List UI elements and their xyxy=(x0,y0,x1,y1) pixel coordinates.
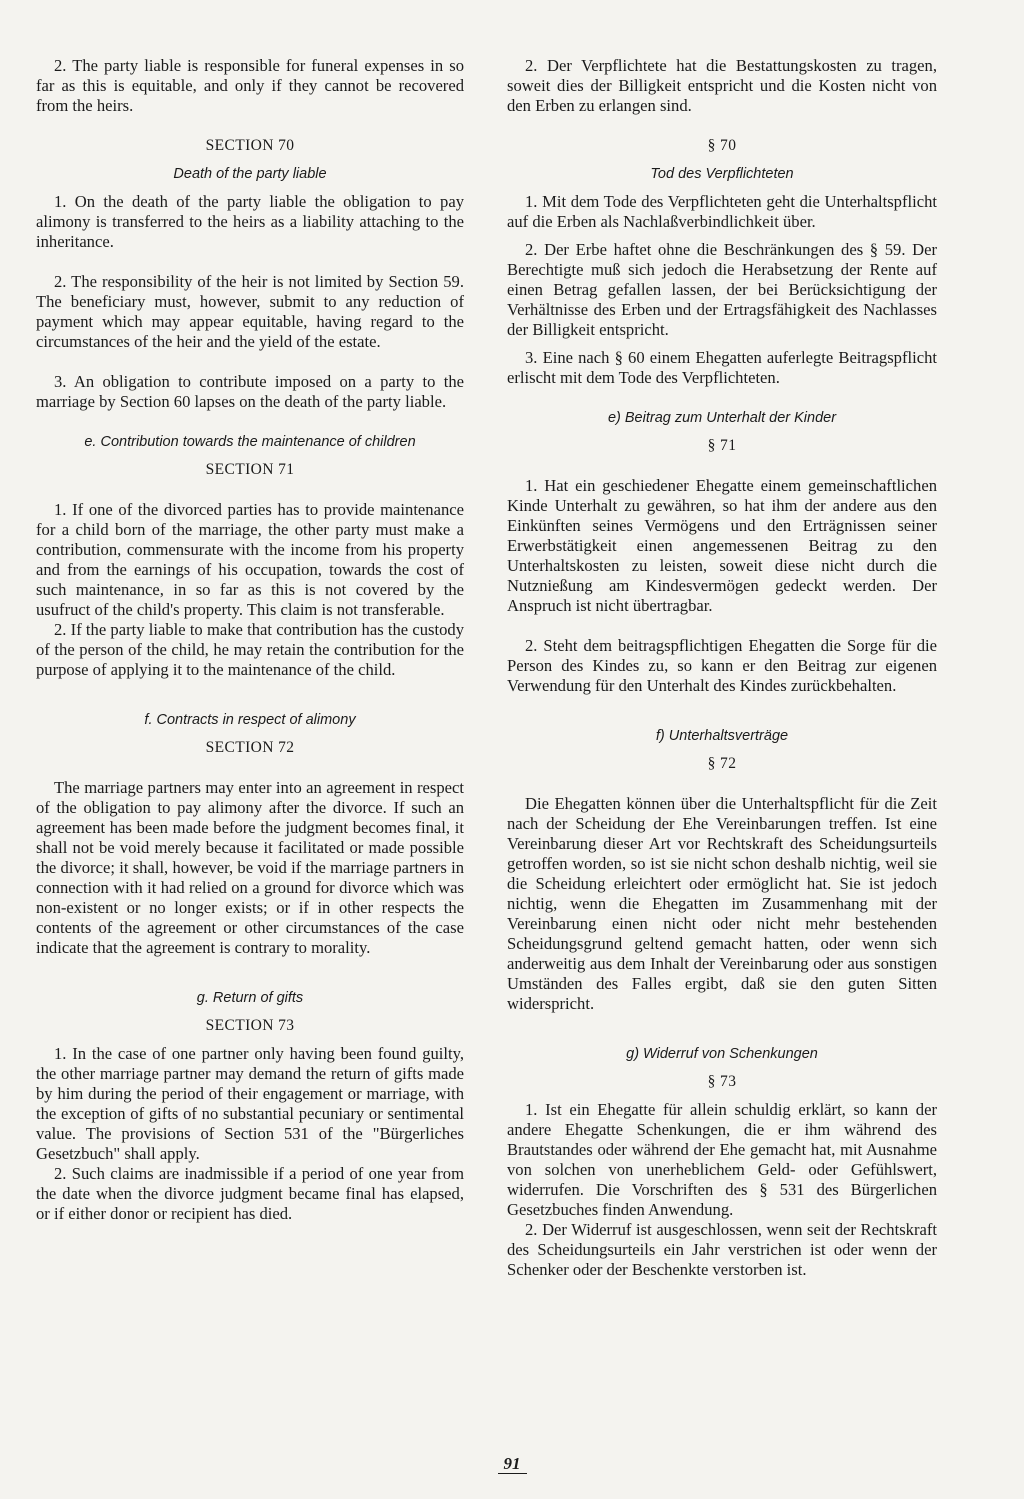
heading-f-german: f) Unterhaltsverträge xyxy=(655,728,789,744)
section-70-paragraph-3: 3. An obligation to contribute imposed on a party to the marriage by Section 60 lapses on the death of the party liable. xyxy=(36,372,464,411)
section-70-paragraph-1: 1. On the death of the party liable the obligation to pay alimony is transferred to the heirs as a liability attaching to the inheritance. xyxy=(36,192,464,251)
section-72-title: SECTION 72 xyxy=(205,739,295,756)
section-70-heading: Death of the party liable xyxy=(173,166,327,182)
paragraph-70-abs-2: 2. Der Erbe haftet ohne die Beschränkungen des § 59. Der Berechtigte muß sich jedoch die Herabsetzung der Rente auf einen Betrag gefallen lassen, der bei Berücksichtigung der Verhältnisse des Erben und der Ertragsfähigkeit des Nachlasses der Billigkeit entspricht. xyxy=(507,240,937,339)
paragraph-73-title: § 73 xyxy=(707,1073,737,1090)
section-73-title: SECTION 73 xyxy=(205,1017,295,1034)
german-column xyxy=(507,56,937,1280)
paragraph-73-abs-2: 2. Der Widerruf ist ausgeschlossen, wenn seit der Rechtskraft des Scheidungsurteils ein Jahr verstrichen ist oder wenn der Schenker oder der Beschenkte verstorben ist. xyxy=(507,1220,937,1279)
section-73-paragraph-2: 2. Such claims are inadmissible if a period of one year from the date when the divorce judgment became final has elapsed, or if either donor or recipient has died. xyxy=(36,1164,464,1223)
paragraph-71-abs-1: 1. Hat ein geschiedener Ehegatte einem gemeinschaftlichen Kinde Unterhalt zu gewähren, so hat ihm der andere aus den Einkünften seines Vermögens und den Erträgnissen seiner Erwerbstätigkeit einen angemessenen Beitrag zu den Unterhaltskosten zu leisten, soweit diese nicht durch die Nutznießung am Kindesvermögen gedeckt werden. Der Anspruch ist nicht übertragbar. xyxy=(507,476,937,615)
heading-e: e. Contribution towards the maintenance of children xyxy=(84,434,416,450)
page-number-text: 91 xyxy=(498,1454,527,1474)
paragraph-70-heading: Tod des Verpflichteten xyxy=(650,166,794,182)
section-72-paragraph: The marriage partners may enter into an agreement in respect of the obligation to pay alimony after the divorce. If such an agreement has been made before the judgment becomes final, it shall not be void merely because it facilitated or made possible the divorce; it shall, however, be void if the marriage partners in connection with it had relied on a ground for divorce which was non-existent or no longer exists; or if in other respects the contents of the agreement or other circumstances of the case indicate that the agreement is contrary to morality. xyxy=(36,778,464,957)
paragraph-70-abs-1: 1. Mit dem Tode des Verpflichteten geht die Unterhaltspflicht auf die Erben als Nachlaßverbindlichkeit über. xyxy=(507,192,937,231)
paragraph-71-title: § 71 xyxy=(707,437,737,454)
page-number xyxy=(0,1454,1024,1474)
section-70-paragraph-2: 2. The responsibility of the heir is not limited by Section 59. The beneficiary must, however, submit to any reduction of payment which may appear equitable, having regard to the circumstances of the heir and the yield of the estate. xyxy=(36,272,464,351)
heading-g: g. Return of gifts xyxy=(196,990,304,1006)
section-71-paragraph-1: 1. If one of the divorced parties has to provide maintenance for a child born of the marriage, the other party must make a contribution, commensurate with the income from his property and from the earnings of his occupation, towards the cost of such maintenance, in so far as this is not covered by the usufruct of the child's property. This claim is not transferable. xyxy=(36,500,464,619)
paragraph-73-abs-1: 1. Ist ein Ehegatte für allein schuldig erklärt, so kann der andere Ehegatte Schenkungen, die er ihm während des Brautstandes oder während der Ehe gemacht hat, mit Ausnahme von solchen von unerheblichem Geld- oder Gefühlswert, widerrufen. Die Vorschriften des § 531 des Bürgerlichen Gesetzbuches finden Anwendung. xyxy=(507,1100,937,1219)
section-73-paragraph-1: 1. In the case of one partner only having been found guilty, the other marriage partner may demand the return of gifts made by him during the period of their engagement or marriage, with the exception of gifts of no substantial pecuniary or sentimental value. The provisions of Section 531 of the "Bürgerliches Gesetzbuch" shall apply. xyxy=(36,1044,464,1163)
heading-e-german: e) Beitrag zum Unterhalt der Kinder xyxy=(607,410,837,426)
heading-g-german: g) Widerruf von Schenkungen xyxy=(626,1046,818,1062)
section-70-title: SECTION 70 xyxy=(205,137,295,154)
paragraph-70-abs-3: 3. Eine nach § 60 einem Ehegatten auferlegte Beitragspflicht erlischt mit dem Tode des Verpflichteten. xyxy=(507,348,937,387)
section-69-paragraph-2: 2. The party liable is responsible for funeral expenses in so far as this is equitable, and only if they cannot be recovered from the heirs. xyxy=(36,56,464,115)
paragraph-70-title: § 70 xyxy=(707,137,737,154)
paragraph-72-title: § 72 xyxy=(707,755,737,772)
heading-f: f. Contracts in respect of alimony xyxy=(144,712,356,728)
section-71-paragraph-2: 2. If the party liable to make that contribution has the custody of the person of the child, he may retain the contribution for the purpose of applying it to the maintenance of the child. xyxy=(36,620,464,679)
section-71-title: SECTION 71 xyxy=(205,461,295,478)
paragraph-71-abs-2: 2. Steht dem beitragspflichtigen Ehegatten die Sorge für die Person des Kindes zu, so kann er den Beitrag zur eigenen Verwendung für den Unterhalt des Kindes zurückbehalten. xyxy=(507,636,937,695)
paragraph-72-text: Die Ehegatten können über die Unterhaltspflicht für die Zeit nach der Scheidung der Ehe Vereinbarungen treffen. Ist eine Vereinbarung dieser Art vor Rechtskraft des Scheidungsurteils getroffen worden, so ist sie nicht schon deshalb nichtig, weil sie die Scheidung erleichtert oder ermöglicht hat. Sie ist jedoch nichtig, wenn die Ehegatten im Zusammenhang mit der Vereinbarung einen nicht oder nicht mehr bestehenden Scheidungsgrund geltend gemacht hatten, oder wenn sich anderweitig aus dem Inhalt der Vereinbarung oder aus sonstigen Umständen des Falles ergibt, daß sie den guten Sitten widerspricht. xyxy=(507,794,937,1013)
paragraph-69-abs-2: 2. Der Verpflichtete hat die Bestattungskosten zu tragen, soweit dies der Billigkeit entspricht und die Kosten nicht von den Erben zu erlangen sind. xyxy=(507,56,937,115)
english-column xyxy=(36,56,464,1224)
